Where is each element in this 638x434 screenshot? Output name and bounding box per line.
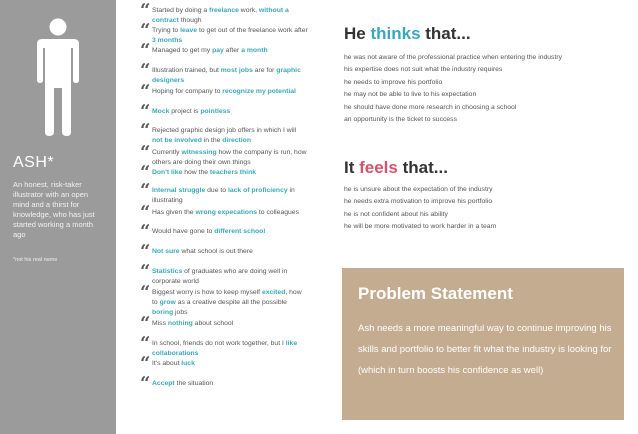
quote-segment: to get out of the freelance work after (197, 27, 308, 34)
quote-highlight: graphic designers (152, 67, 301, 84)
quote-segment: in the (201, 137, 223, 144)
quote-mark-icon: “ (140, 241, 151, 262)
quote-segment: as a creative despite all the possible (175, 299, 287, 306)
quote-segment: in illustrating (152, 187, 295, 204)
quote-text (152, 6, 308, 26)
quote-segment: due to (205, 187, 228, 194)
thinks-heading (344, 24, 471, 44)
quote-mark-icon: “ (140, 142, 151, 163)
quote-text (152, 319, 308, 329)
quote-highlight: Internal struggle (152, 187, 206, 194)
list-item: he was not aware of the professional practice when entering the industry (344, 54, 563, 61)
quote-segment: It's about (152, 360, 182, 367)
persona-panel (0, 0, 116, 434)
quote-highlight: luck (181, 360, 195, 367)
quote-text (152, 87, 308, 97)
quote-mark-icon: “ (140, 373, 151, 394)
quote-segment: Trying to (152, 27, 181, 34)
quote-text (152, 339, 308, 359)
quote-text (152, 208, 308, 218)
quote-mark-icon: “ (140, 180, 151, 201)
quote-segment: In school, friends do not work together, but I (152, 340, 286, 347)
quote-text (152, 126, 308, 146)
quote-highlight: excited (261, 289, 286, 296)
problem-body: Ash needs a more meaningful way to continue improving his skills and portfolio to better fit what the industry is looking for (which in turn boosts his confidence as well) (358, 323, 612, 376)
quote-segment: project is (169, 108, 201, 115)
quote-highlight: direction (222, 137, 251, 144)
quote-text (152, 379, 308, 389)
persona-description: An honest, risk-taker illustrator with an open mind and a thirst for knowledge, who has just started working a month ago (13, 180, 95, 239)
quote-highlight: without a contract (152, 7, 289, 24)
quote-segment: Started by doing a (152, 7, 210, 14)
quote-segment: Has given the (152, 209, 196, 216)
quote-segment: Rejected graphic design job offers in which I will (152, 127, 297, 134)
quote-text (152, 247, 308, 257)
quote-highlight: lack of proficiency (227, 187, 288, 194)
quote-text (152, 168, 308, 178)
quote-segment: , how to (152, 289, 302, 306)
feels-suffix: that... (397, 158, 448, 177)
quote-mark-icon: “ (140, 20, 151, 41)
quote-text (152, 227, 308, 237)
quote-highlight: witnessing (181, 149, 217, 156)
feels-list (344, 184, 614, 234)
quote-segment: to colleagues (257, 209, 299, 216)
quote-highlight: Don't like (152, 169, 183, 176)
list-item: his expertise does not suit what the industry requires (344, 66, 503, 74)
quote-text (152, 359, 308, 369)
quote-highlight: boring (152, 309, 174, 316)
quote-text (152, 288, 308, 318)
quote-highlight: grow (159, 299, 176, 306)
quote-mark-icon: “ (140, 353, 151, 374)
quote-segment: Managed to get my (152, 47, 213, 54)
quote-highlight: Mock (152, 108, 170, 115)
list-item: he will be more motivated to work harder in a team (344, 223, 497, 231)
quote-highlight: pointless (200, 108, 231, 115)
quote-text (152, 46, 308, 56)
quote-highlight: nothing (167, 320, 193, 327)
thinks-accent: thinks (370, 24, 421, 43)
thinks-list (344, 52, 614, 126)
quote-highlight: most jobs (220, 67, 253, 74)
quote-segment: though (178, 17, 202, 24)
quote-mark-icon: “ (140, 261, 151, 282)
list-item: he is not confident about his ability (344, 210, 448, 218)
quote-mark-icon: “ (140, 313, 151, 334)
quote-segment: Currently (152, 149, 182, 156)
list-item: he needs to improve his portfolio (344, 78, 443, 86)
quote-highlight: 3 months (152, 37, 183, 44)
quote-mark-icon: “ (140, 333, 151, 354)
quote-mark-icon: “ (140, 162, 151, 183)
feels-accent: feels (359, 158, 398, 177)
quote-mark-icon: “ (140, 221, 151, 242)
list-item: an opportunity is the ticket to success (344, 115, 457, 123)
quote-highlight: freelance (209, 7, 239, 14)
list-item: he may not be able to live to his expectation (344, 91, 477, 99)
list-item: he is unsure about the expectation of the industry (344, 186, 493, 193)
quote-segment: Miss (152, 320, 168, 327)
list-item: he needs extra motivation to improve his portfolio (344, 198, 493, 206)
quote-mark-icon: “ (140, 120, 151, 141)
quote-highlight: leave (180, 27, 198, 34)
persona-name: ASH* (13, 154, 55, 171)
quote-highlight: not be involved (152, 137, 202, 144)
quote-segment: how the (182, 169, 210, 176)
quote-mark-icon: “ (140, 60, 151, 81)
quote-mark-icon: “ (140, 81, 151, 102)
quote-mark-icon: “ (140, 282, 151, 303)
quote-segment: jobs (173, 309, 188, 316)
quote-highlight: teachers think (209, 169, 257, 176)
feels-prefix: It (344, 158, 360, 177)
problem-statement-box (342, 268, 624, 420)
persona-footnote: *not his real name (13, 257, 58, 263)
quote-highlight: Not sure (152, 248, 180, 255)
quote-segment: Illustration trained, but (152, 67, 221, 74)
quote-segment: how the company is run, how others are doing their own things (152, 149, 307, 166)
quote-mark-icon: “ (140, 101, 151, 122)
person-icon (33, 18, 83, 136)
quote-text (152, 26, 308, 46)
quote-segment: work, (238, 7, 259, 14)
quote-segment: Hoping for company to (152, 88, 223, 95)
quote-highlight: recognize my potential (222, 88, 296, 95)
quote-highlight: Statistics (152, 268, 183, 275)
quote-segment: Would have gone to (152, 228, 215, 235)
feels-heading (344, 158, 448, 178)
quote-highlight: a month (241, 47, 268, 54)
quote-text (152, 267, 308, 287)
quote-segment: after (223, 47, 242, 54)
quote-segment: what school is out there (179, 248, 253, 255)
quote-highlight: pay (212, 47, 224, 54)
problem-title: Problem Statement (358, 284, 513, 303)
quote-segment: of graduates who are doing well in corporate world (152, 268, 288, 285)
quote-segment: are for (252, 67, 277, 74)
quote-text (152, 148, 308, 168)
quote-mark-icon: “ (140, 40, 151, 61)
quote-segment: the situation (174, 380, 214, 387)
quote-mark-icon: “ (140, 202, 151, 223)
quote-segment: Biggest worry is how to keep myself (152, 289, 262, 296)
thinks-prefix: He (344, 24, 371, 43)
quote-text (152, 66, 308, 86)
quote-mark-icon: “ (140, 0, 151, 21)
thinks-suffix: that... (420, 24, 471, 43)
quote-segment: about school (192, 320, 234, 327)
quote-text (152, 186, 308, 206)
quote-text (152, 107, 308, 117)
quote-highlight: like collaborations (152, 340, 298, 357)
list-item: he should have done more research in choosing a school (344, 103, 517, 111)
quote-highlight: wrong expecations (195, 209, 258, 216)
quote-highlight: Accept (152, 380, 175, 387)
quote-highlight: different school (214, 228, 266, 235)
